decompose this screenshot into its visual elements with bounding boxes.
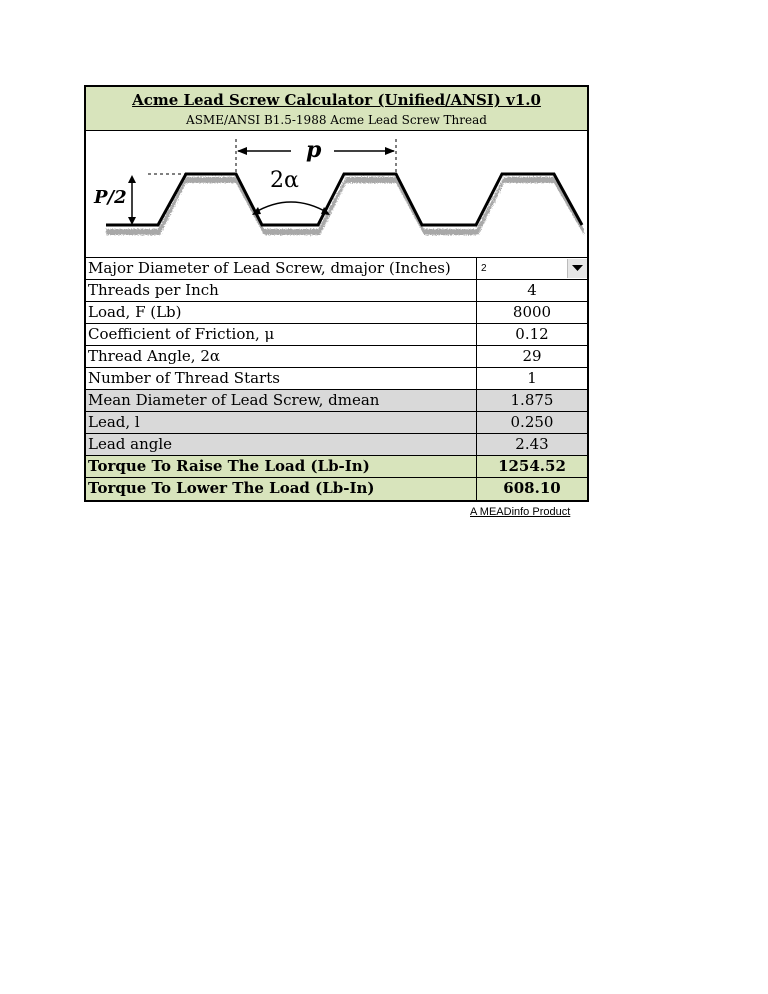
row-lead [86, 412, 587, 434]
mean-diameter-label: Mean Diameter of Lead Screw, dmean [86, 390, 477, 411]
pitch-label: p [306, 137, 322, 163]
thread-diagram [86, 131, 587, 258]
thread-angle-input[interactable]: 29 [522, 347, 542, 365]
row-threads-per-inch [86, 280, 587, 302]
major-diameter-dropdown[interactable] [477, 258, 587, 279]
torque-lower-label: Torque To Lower The Load (Lb-In) [86, 478, 477, 500]
load-label: Load, F (Lb) [86, 302, 477, 323]
chevron-down-icon [572, 265, 583, 272]
threads-per-inch-input[interactable]: 4 [527, 281, 537, 299]
thread-angle-label: Thread Angle, 2α [86, 346, 477, 367]
angle-label: 2α [270, 168, 299, 193]
row-torque-lower [86, 478, 587, 500]
meadinfo-link[interactable]: A MEADinfo Product [470, 506, 571, 518]
load-input[interactable]: 8000 [512, 303, 552, 321]
row-mean-diameter [86, 390, 587, 412]
page-title: Acme Lead Screw Calculator (Unified/ANSI) v1.0 [132, 91, 541, 109]
row-friction [86, 324, 587, 346]
lead-label: Lead, l [86, 412, 477, 433]
major-diameter-label: Major Diameter of Lead Screw, dmajor (Inches) [86, 258, 477, 279]
header [86, 87, 587, 131]
friction-input[interactable]: 0.12 [515, 325, 549, 343]
calculator-sheet [84, 85, 589, 502]
row-thread-starts [86, 368, 587, 390]
page-subtitle: ASME/ANSI B1.5-1988 Acme Lead Screw Thread [186, 113, 487, 127]
lead-angle-label: Lead angle [86, 434, 477, 455]
row-lead-angle [86, 434, 587, 456]
torque-raise-value: 1254.52 [498, 457, 566, 475]
thread-starts-input[interactable]: 1 [527, 369, 537, 387]
lead-angle-value: 2.43 [515, 435, 549, 453]
row-torque-raise [86, 456, 587, 478]
thread-profile-illustration [86, 131, 587, 258]
row-load [86, 302, 587, 324]
torque-raise-label: Torque To Raise The Load (Lb-In) [86, 456, 477, 477]
dropdown-button[interactable] [567, 259, 587, 278]
row-thread-angle [86, 346, 587, 368]
height-label: P/2 [94, 187, 127, 208]
mean-diameter-value: 1.875 [510, 391, 554, 409]
thread-shadow [106, 177, 584, 235]
lead-value: 0.250 [510, 413, 554, 431]
row-major-diameter [86, 258, 587, 280]
major-diameter-value: 2 [481, 263, 487, 274]
thread-starts-label: Number of Thread Starts [86, 368, 477, 389]
friction-label: Coefficient of Friction, μ [86, 324, 477, 345]
torque-lower-value: 608.10 [503, 479, 561, 497]
threads-per-inch-label: Threads per Inch [86, 280, 477, 301]
